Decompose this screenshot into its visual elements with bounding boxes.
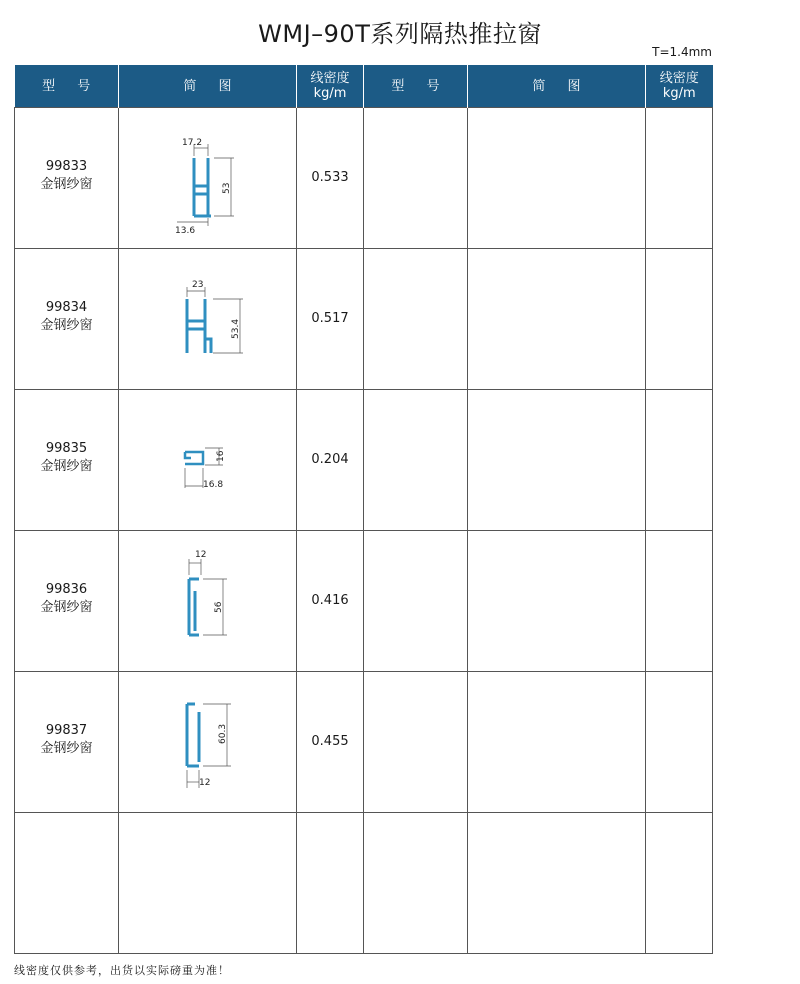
empty-cell: [119, 813, 297, 954]
empty-cell: [646, 672, 713, 813]
empty-cell: [468, 390, 646, 531]
empty-cell: [646, 108, 713, 249]
sketch-cell: [119, 108, 297, 249]
sketch-cell: [119, 249, 297, 390]
profile-99834-drawing: [119, 249, 297, 389]
sketch-cell: [119, 672, 297, 813]
profile-table: [14, 65, 713, 954]
empty-cell: [468, 249, 646, 390]
svg-text:12: 12: [199, 778, 211, 788]
model-cell: 99834 金钢纱窗: [15, 249, 119, 390]
empty-cell: [646, 531, 713, 672]
svg-text:56: 56: [214, 601, 224, 613]
svg-text:53.4: 53.4: [231, 318, 241, 339]
header-sketch: 简 图: [119, 65, 297, 108]
empty-cell: [364, 249, 468, 390]
sketch-cell: [119, 390, 297, 531]
wall-thickness-note: T=1.4mm: [652, 45, 712, 59]
table-row: [15, 672, 713, 813]
empty-cell: [364, 531, 468, 672]
profile-99837-drawing: [119, 672, 297, 812]
svg-text:23: 23: [192, 280, 204, 290]
empty-cell: [15, 813, 119, 954]
density-cell: 0.533: [297, 108, 364, 249]
table-row: [15, 813, 713, 954]
density-cell: 0.455: [297, 672, 364, 813]
empty-cell: [468, 672, 646, 813]
svg-text:12: 12: [195, 550, 207, 560]
svg-text:17.2: 17.2: [182, 138, 203, 148]
density-cell: 0.204: [297, 390, 364, 531]
svg-text:60.3: 60.3: [218, 723, 228, 744]
sketch-cell: [119, 531, 297, 672]
model-cell: 99833 金钢纱窗: [15, 108, 119, 249]
footnote: 线密度仅供参考，出货以实际磅重为准！: [14, 964, 230, 977]
svg-text:16: 16: [216, 450, 226, 462]
empty-cell: [646, 390, 713, 531]
empty-cell: [364, 672, 468, 813]
density-cell: 0.517: [297, 249, 364, 390]
empty-cell: [297, 813, 364, 954]
model-cell: 99836 金钢纱窗: [15, 531, 119, 672]
svg-text:13.6: 13.6: [175, 226, 196, 236]
empty-cell: [364, 813, 468, 954]
page-title: WMJ–90T系列隔热推拉窗: [258, 20, 542, 48]
empty-cell: [468, 531, 646, 672]
density-cell: 0.416: [297, 531, 364, 672]
header-density-right: 线密度 kg/m: [646, 65, 713, 108]
table-row: [15, 108, 713, 249]
empty-cell: [468, 813, 646, 954]
empty-cell: [468, 108, 646, 249]
model-cell: 99835 金钢纱窗: [15, 390, 119, 531]
empty-cell: [646, 249, 713, 390]
header-density: 线密度 kg/m: [297, 65, 364, 108]
table-header-row: [15, 65, 713, 108]
header-sketch-right: 简 图: [468, 65, 646, 108]
header-model-right: 型 号: [364, 65, 468, 108]
empty-cell: [364, 108, 468, 249]
empty-cell: [364, 390, 468, 531]
empty-cell: [646, 813, 713, 954]
svg-text:53: 53: [222, 182, 232, 194]
svg-text:16.8: 16.8: [203, 480, 224, 490]
header-model: 型 号: [15, 65, 119, 108]
table-row: [15, 249, 713, 390]
table-row: [15, 390, 713, 531]
profile-99836-drawing: [119, 531, 297, 671]
model-cell: 99837 金钢纱窗: [15, 672, 119, 813]
profile-99833-drawing: [119, 108, 297, 248]
table-row: [15, 531, 713, 672]
profile-99835-drawing: [119, 390, 297, 530]
